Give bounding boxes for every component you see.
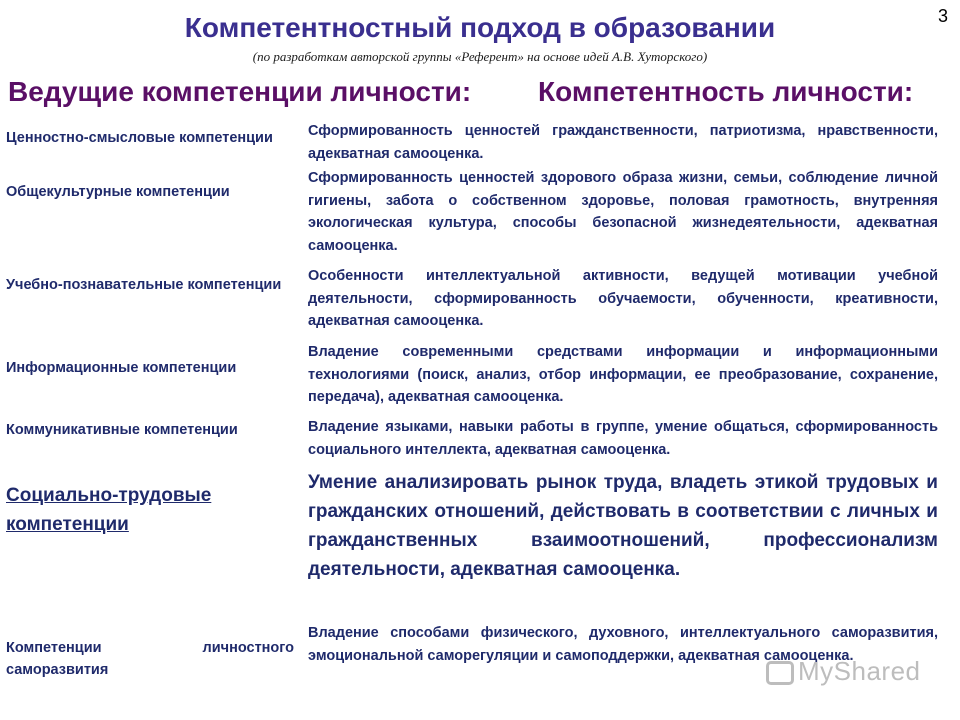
competence-label: Коммуникативные компетенции [6, 422, 238, 438]
competence-label: Информационные компетенции [6, 360, 237, 376]
competence-label: Ценностно-смысловые компетенции [6, 130, 273, 146]
competence-label: Компетенции личностного саморазвития [6, 640, 294, 678]
right-column-heading: Компетентность личности: [538, 76, 914, 107]
competence-label: Общекультурные компетенции [6, 184, 230, 200]
watermark-logo-icon [766, 661, 794, 685]
competence-description: Владение языками, навыки работы в группе, умение общаться, сформированность социального интеллекта, адекватная самооценка. [308, 419, 938, 458]
competence-description: Сформированность ценностей здорового образа жизни, семьи, соблюдение личной гигиены, забота о собственном здоровье, половая грамотность, внутренняя экологическая культура, способы безопасной жизнедеятельности, адекватная самооценка. [308, 170, 938, 254]
page-subtitle: (по разработкам авторской группы «Референт» на основе идей А.В. Хуторского) [252, 49, 708, 64]
page-title: Компетентностный подход в образовании [184, 12, 776, 43]
watermark-text: MyShared [798, 656, 921, 686]
competence-label[interactable]: Социально-трудовые компетенции [6, 485, 212, 535]
competence-description: Владение современными средствами информации и информационными технологиями (поиск, анализ, отбор информации, ее преобразование, сохранение, передача), адекватная самооценка. [308, 344, 938, 405]
competence-description: Владение способами физического, духовного, интеллектуального саморазвития, эмоциональной саморегуляции и самоподдержки, адекватная самооценка. [308, 625, 938, 664]
slide-number: 3 [937, 6, 948, 26]
watermark [766, 656, 921, 687]
competence-description: Умение анализировать рынок труда, владеть этикой трудовых и гражданских отношений, действовать в соответствии с личных и гражданственных взаимоотношений, профессионализм деятельности, адекватная самооценка. [308, 472, 938, 580]
competence-label: Учебно-познавательные компетенции [6, 277, 282, 293]
competence-description: Особенности интеллектуальной активности, ведущей мотивации учебной деятельности, сформированность обучаемости, обученности, креативности, адекватная самооценка. [308, 268, 938, 329]
competence-description: Сформированность ценностей гражданственности, патриотизма, нравственности, адекватная самооценка. [308, 123, 938, 162]
left-column-heading: Ведущие компетенции личности: [8, 76, 472, 107]
